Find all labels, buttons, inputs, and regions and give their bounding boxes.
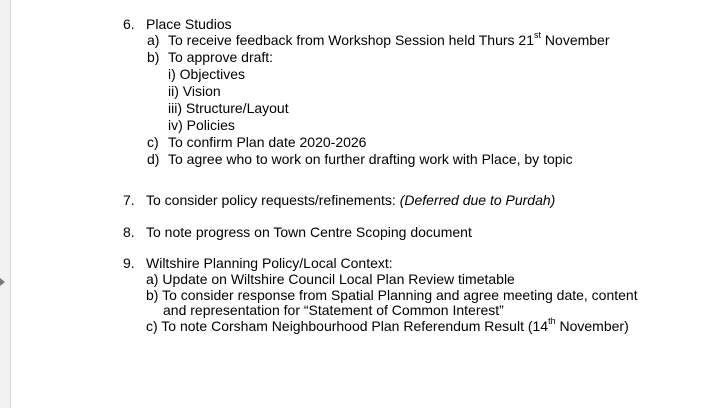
agenda-item-9-title: Wiltshire Planning Policy/Local Context: xyxy=(146,255,393,271)
marker: c) xyxy=(147,134,159,150)
item-6a-text: To receive feedback from Workshop Session held Thurs 21st November xyxy=(168,30,610,48)
item-9c: c) To note Corsham Neighbourhood Plan Referendum Result (14th November) xyxy=(146,316,629,334)
item-6b xyxy=(147,49,159,66)
agenda-item-8: To note progress on Town Centre Scoping document xyxy=(146,224,472,240)
caret-right-icon[interactable] xyxy=(0,278,5,286)
marker: a) xyxy=(147,32,160,48)
item-number: 6. xyxy=(123,16,135,32)
item-6c xyxy=(147,134,159,151)
item-6d-text: To agree who to work on further drafting work with Place, by topic xyxy=(168,151,573,167)
item-6d xyxy=(147,151,159,168)
sub-item: i) Objectives xyxy=(168,66,246,82)
item-6b-text: To approve draft: xyxy=(168,49,274,65)
agenda-item-8-number: 8. xyxy=(123,224,135,240)
agenda-item-6 xyxy=(123,16,135,33)
clipped-previous-line xyxy=(161,0,361,1)
viewer-gutter xyxy=(0,0,11,408)
item-7-note: (Deferred due to Purdah) xyxy=(399,192,556,208)
marker: b) xyxy=(147,49,160,65)
item-9b-line2: and representation for “Statement of Common Interest” xyxy=(163,302,504,318)
sub-item: iv) Policies xyxy=(168,117,235,133)
item-9a: a) Update on Wiltshire Council Local Plan Review timetable xyxy=(146,271,515,287)
item-9b-line1: b) To consider response from Spatial Planning and agree meeting date, content xyxy=(146,287,638,303)
agenda-item-7: To consider policy requests/refinements: (Deferred due to Purdah) xyxy=(146,192,556,208)
sub-item: iii) Structure/Layout xyxy=(168,100,289,116)
item-6a xyxy=(147,32,159,49)
document-page xyxy=(11,0,716,408)
marker: d) xyxy=(147,151,160,167)
agenda-item-9-number: 9. xyxy=(123,255,135,271)
item-6c-text: To confirm Plan date 2020-2026 xyxy=(168,134,367,150)
item-6-title: Place Studios xyxy=(146,16,232,32)
agenda-item-7-number: 7. xyxy=(123,192,135,208)
sub-item: ii) Vision xyxy=(168,83,221,99)
